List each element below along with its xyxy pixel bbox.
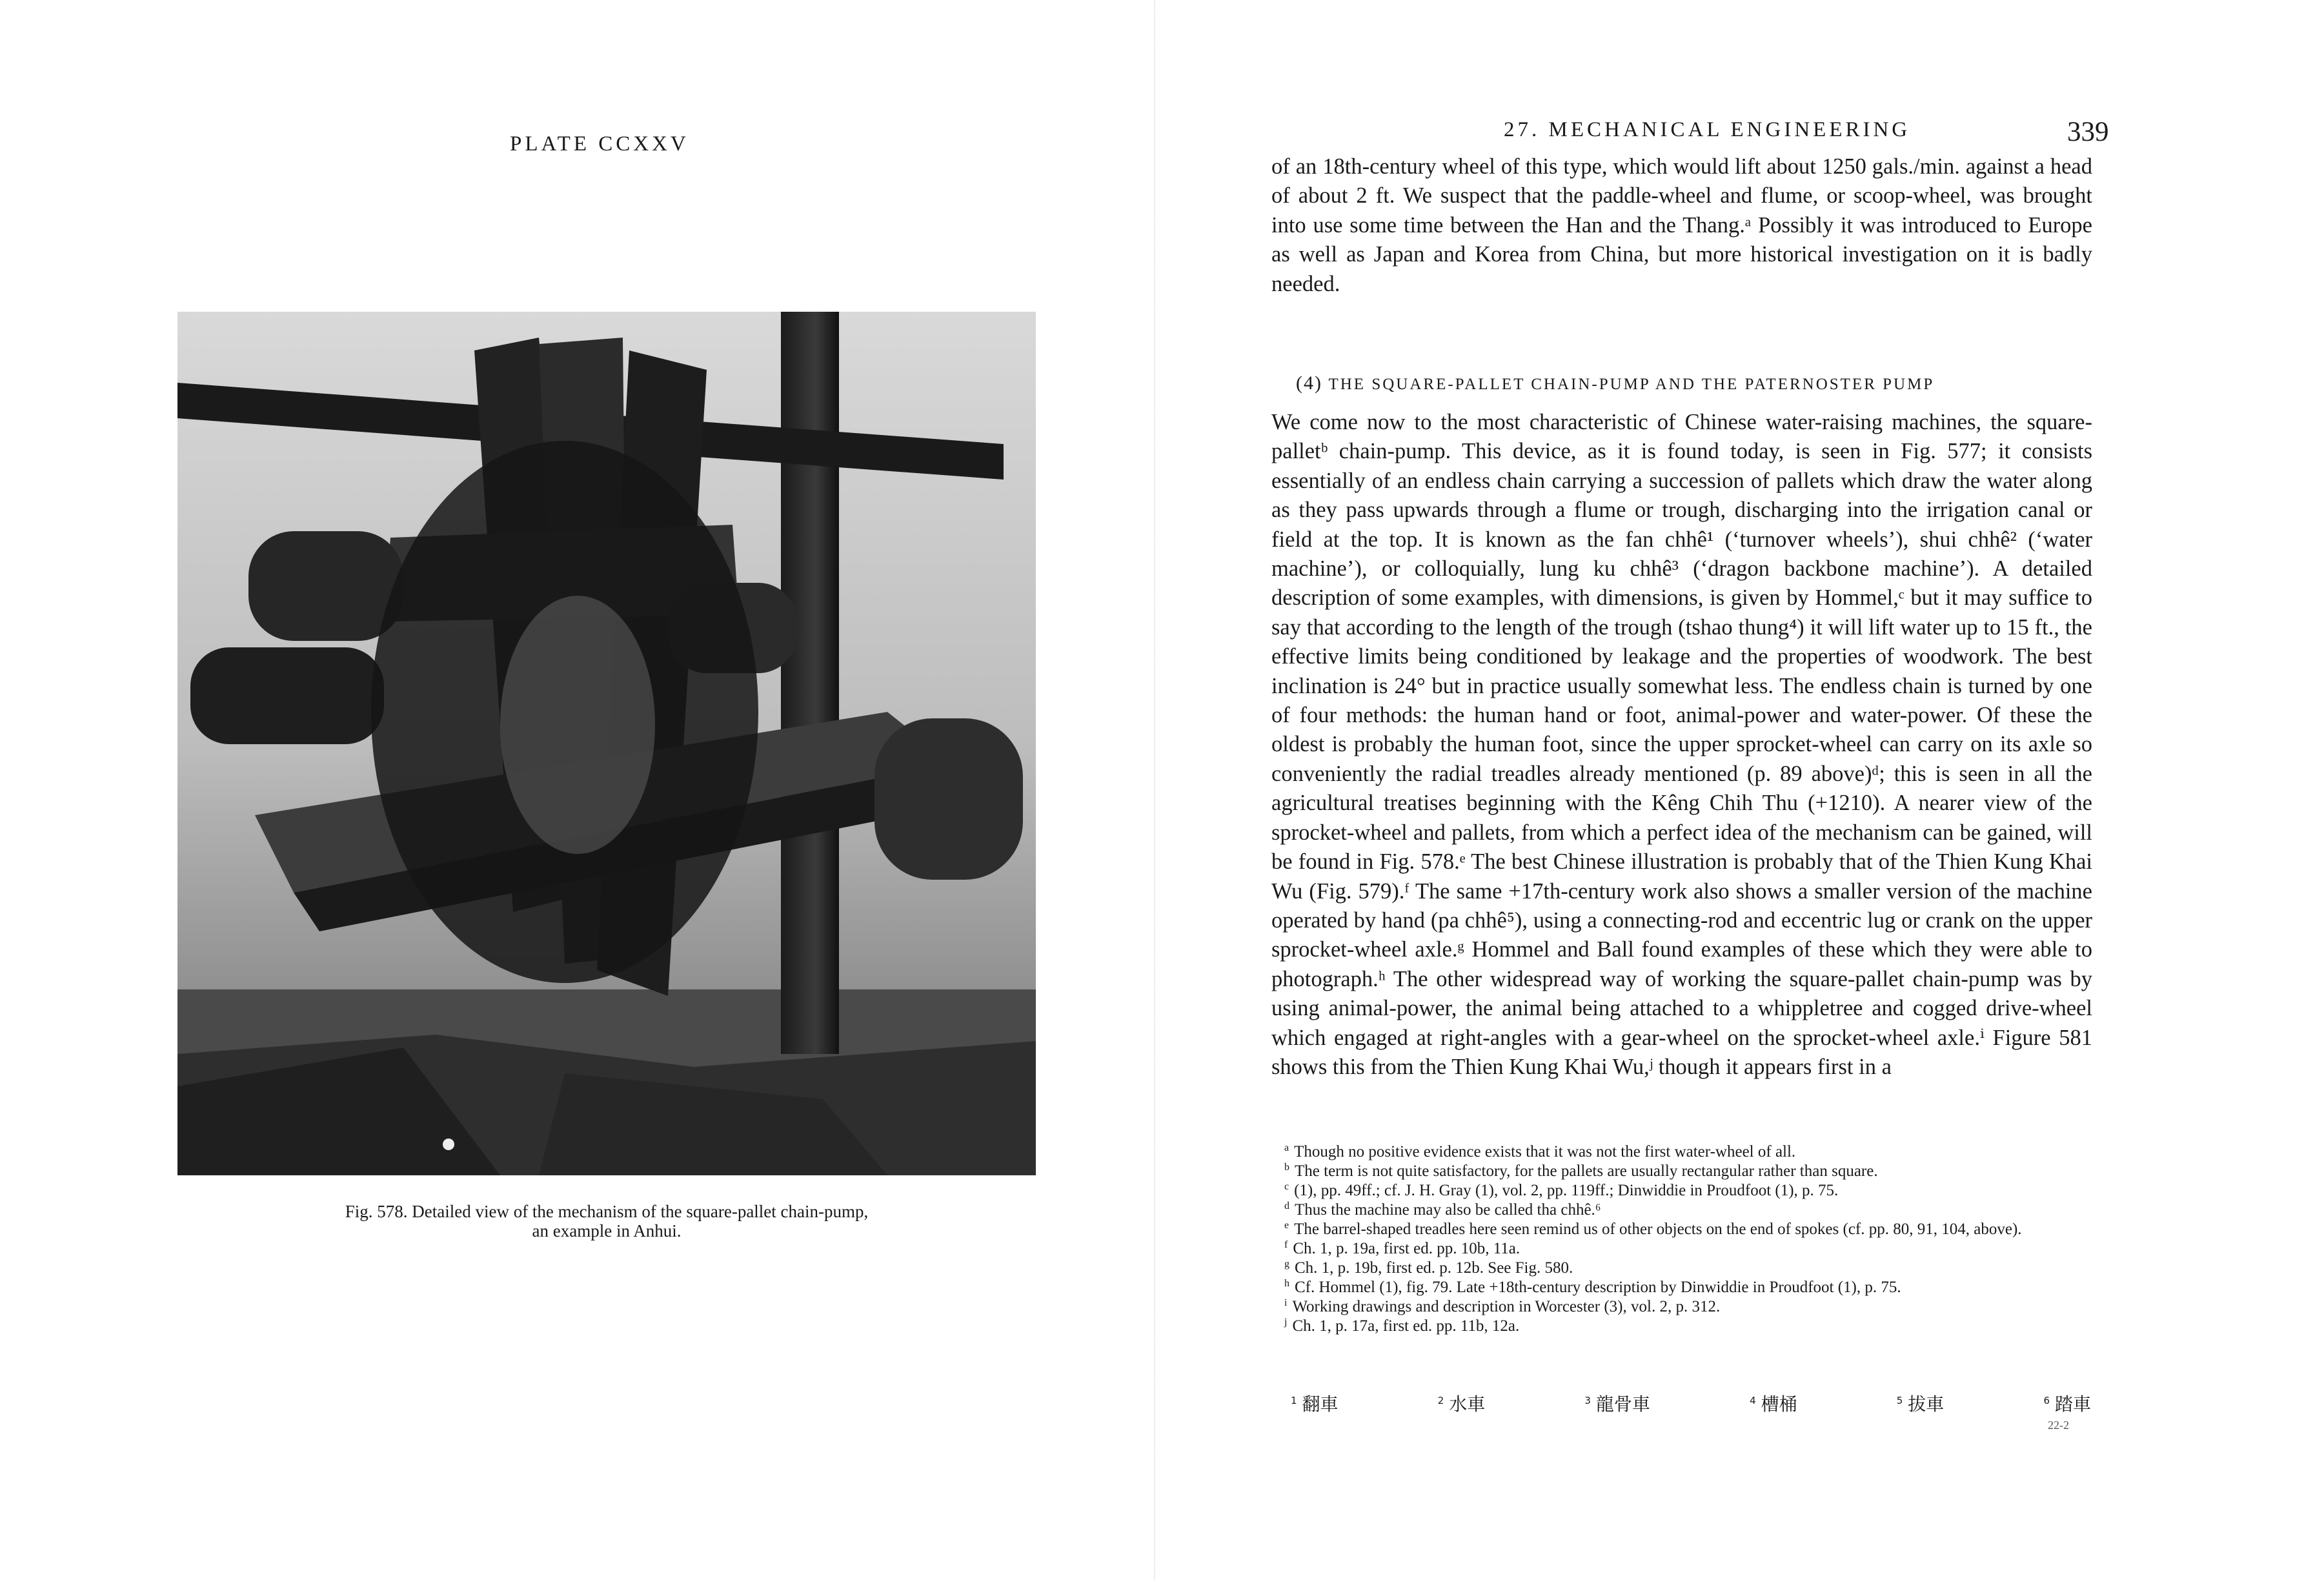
term-characters: 踏車 — [2054, 1393, 2091, 1415]
footnote — [1271, 1259, 2092, 1278]
page-number: 339 — [2067, 117, 2109, 147]
figure-578-photo — [177, 312, 1036, 1175]
footnote — [1271, 1297, 2092, 1317]
left-page — [0, 0, 1155, 1580]
printer-signature: 22-2 — [2048, 1419, 2069, 1432]
chinese-term — [1750, 1390, 1797, 1416]
term-characters: 水車 — [1449, 1393, 1486, 1415]
term-number: 6 — [2043, 1394, 2050, 1406]
footnote-text: The barrel-shaped treadles here seen remind us of other objects on the end of spokes (cf. pp. 80, 91, 104, above). — [1294, 1220, 2022, 1238]
chinese-term — [2043, 1390, 2091, 1416]
footnote-mark: h — [1284, 1277, 1289, 1289]
plate-title: PLATE CCXXV — [510, 132, 689, 156]
term-number: 2 — [1437, 1394, 1444, 1406]
main-paragraph-text: We come now to the most characteristic of Chinese water-raising machines, the square-palletᵇ chain-pump. This device, as it is found today, is seen in Fig. 577; it consists essentially of an endless chain carrying a succession of pallets which draw the water along as they pass upwards through a flume or trough, discharging into the irrigation canal or field at the top. It is known as the fan chhê¹ (‘turnover wheels’), shui chhê² (‘water machine’), or colloquially, lung ku chhê³ (‘dragon backbone machine’). A detailed description of some examples, with dimensions, is given by Hommel,ᶜ but it may suffice to say that according to the length of the trough (tshao thung⁴) it will lift water up to 15 ft., the effective limits being conditioned by leakage and the properties of woodwork. The best inclination is 24° but in practice usually somewhat less. The endless chain is turned by one of four methods: the human hand or foot, animal-power and water-power. Of these the oldest is probably the human foot, since the upper sprocket-wheel can carry on its axle so conveniently the radial treadles already mentioned (p. 89 above)ᵈ; this is seen in all the agricultural treatises beginning with the Kêng Chih Thu (+1210). A nearer view of the sprocket-wheel and pallets, from which a perfect idea of the mechanism can be gained, will be found in Fig. 578.ᵉ The best Chinese illustration is probably that of the Thien Kung Khai Wu (Fig. 579).ᶠ The same +17th-century work also shows a smaller version of the machine operated by hand (pa chhê⁵), using a connecting-rod and eccentric lug or crank on the upper sprocket-wheel axle.ᵍ Hommel and Ball found examples of these which they were able to photograph.ʰ The other widespread way of working the square-pallet chain-pump was by using animal-power, the animal being attached to a whippletree and cogged drive-wheel which engaged at right-angles with a gear-wheel on the sprocket-wheel axle.ⁱ Figure 581 shows this from the Thien Kung Khai Wu,ʲ though it appears first in a — [1271, 410, 2092, 1079]
footnote-mark: d — [1284, 1200, 1289, 1211]
caption-line-1: Fig. 578. Detailed view of the mechanism of the square-pallet chain-pump, — [345, 1202, 869, 1221]
footnote-mark: j — [1284, 1316, 1288, 1328]
footnote — [1271, 1220, 2092, 1239]
footnote-mark: f — [1284, 1239, 1288, 1250]
section-heading — [1296, 372, 2090, 394]
footnote — [1271, 1181, 2092, 1200]
footnote-mark: i — [1284, 1297, 1288, 1308]
footnote-text: Thus the machine may also be called tha chhê.⁶ — [1295, 1201, 1601, 1219]
term-characters: 槽桶 — [1761, 1393, 1797, 1415]
footnote-text: Though no positive evidence exists that it was not the first water-wheel of all. — [1294, 1143, 1796, 1160]
footnote-mark: a — [1284, 1142, 1289, 1153]
chinese-term — [1291, 1390, 1339, 1416]
term-number: 5 — [1896, 1394, 1903, 1406]
chinese-term — [1584, 1390, 1650, 1416]
footnotes — [1271, 1142, 2092, 1336]
term-characters: 拔車 — [1908, 1393, 1945, 1415]
term-characters: 翻車 — [1302, 1393, 1339, 1415]
intro-paragraph-text: of an 18th-century wheel of this type, which would lift about 1250 gals./min. against a head of about 2 ft. We suspect that the paddle-wheel and flume, or scoop-wheel, was brought into use some time between the Han and the Thang.ᵃ Possibly it was introduced to Europe as well as Japan and Korea from China, but more historical investigation on it is badly needed. — [1271, 154, 2092, 296]
footnote-mark: b — [1284, 1161, 1289, 1173]
footnote-text: Cf. Hommel (1), fig. 79. Late +18th-century description by Dinwiddie in Proudfoot (1), p. 75. — [1295, 1279, 1901, 1296]
footnote-mark: e — [1284, 1219, 1289, 1231]
running-head: 27. MECHANICAL ENGINEERING — [1504, 118, 1911, 141]
footnote — [1271, 1278, 2092, 1297]
term-characters: 龍骨車 — [1595, 1393, 1650, 1415]
chain-pump-illustration — [177, 312, 1036, 1175]
term-number: 4 — [1750, 1394, 1756, 1406]
footnote-text: The term is not quite satisfactory, for the pallets are usually rectangular rather than square. — [1295, 1162, 1878, 1180]
chinese-term — [1438, 1390, 1486, 1416]
main-paragraph — [1271, 408, 2092, 1082]
footnote — [1271, 1142, 2092, 1162]
footnote-text: Ch. 1, p. 19b, first ed. p. 12b. See Fig. 580. — [1295, 1259, 1573, 1277]
section-number: (4) — [1296, 372, 1322, 394]
footnote — [1271, 1162, 2092, 1181]
term-number: 3 — [1584, 1394, 1591, 1406]
footnote-text: Ch. 1, p. 19a, first ed. pp. 10b, 11a. — [1293, 1240, 1521, 1257]
intro-paragraph — [1271, 152, 2092, 299]
figure-caption — [239, 1202, 975, 1241]
chinese-term — [1897, 1390, 1945, 1416]
right-page — [1155, 0, 2324, 1580]
footnote-mark: g — [1284, 1258, 1289, 1270]
caption-line-2: an example in Anhui. — [532, 1221, 682, 1241]
footnote — [1271, 1317, 2092, 1336]
footnote-text: (1), pp. 49ff.; cf. J. H. Gray (1), vol. 2, pp. 119ff.; Dinwiddie in Proudfoot (1), p. 75. — [1294, 1182, 1839, 1199]
section-title: THE SQUARE-PALLET CHAIN-PUMP AND THE PATERNOSTER PUMP — [1328, 376, 1935, 393]
chinese-characters-list — [1291, 1390, 2091, 1416]
footnote-text: Working drawings and description in Worcester (3), vol. 2, p. 312. — [1292, 1298, 1721, 1315]
term-number: 1 — [1291, 1394, 1297, 1406]
footnote — [1271, 1200, 2092, 1220]
footnote — [1271, 1239, 2092, 1259]
footnote-text: Ch. 1, p. 17a, first ed. pp. 11b, 12a. — [1292, 1317, 1520, 1335]
footnote-mark: c — [1284, 1180, 1289, 1192]
